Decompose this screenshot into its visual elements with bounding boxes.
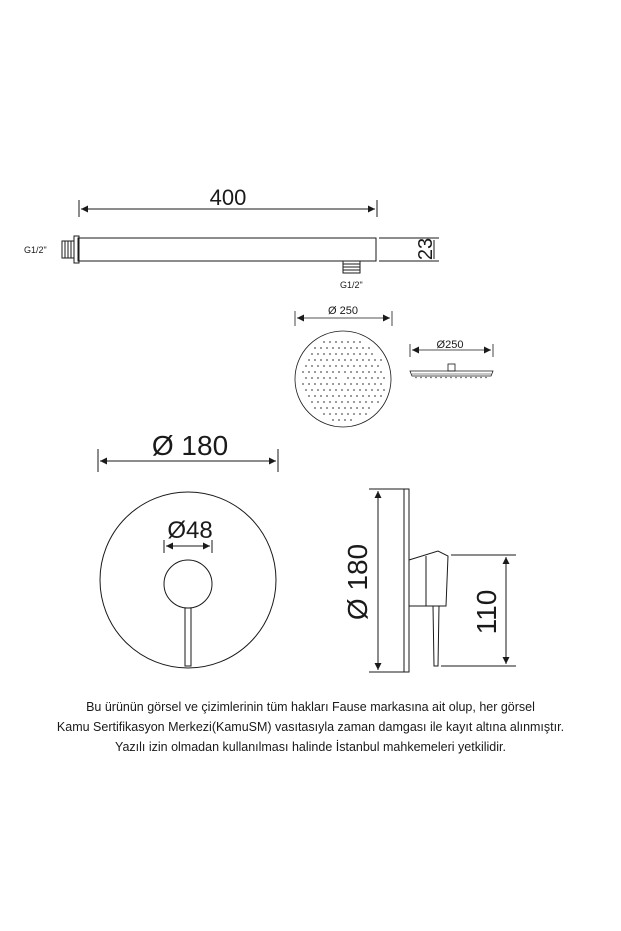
nozzle-dot [320,347,322,349]
nozzle-dot [365,365,367,367]
valve-height-label: 110 [471,589,502,635]
nozzle-dot [326,359,328,361]
nozzle-dot [347,341,349,343]
nozzle-dot [371,365,373,367]
nozzle-dot [317,401,319,403]
nozzle-dot [356,383,358,385]
nozzle-dot [332,395,334,397]
nozzle-dot [344,407,346,409]
nozzle-dot [335,389,337,391]
nozzle-dot [305,365,307,367]
nozzle-dot [362,407,364,409]
nozzle-dot [320,383,322,385]
nozzle-dot [320,359,322,361]
nozzle-dot [311,353,313,355]
arm-length-label: 400 [209,185,247,210]
nozzle-dot [359,353,361,355]
side-nozzle-dot [455,377,457,379]
nozzle-dot [323,353,325,355]
nozzle-dot [317,377,319,379]
nozzle-dot [356,371,358,373]
nozzle-dot [359,389,361,391]
nozzle-dot [350,407,352,409]
nozzle-dot [350,359,352,361]
handle-hub [164,560,212,608]
valve-front-drawing [98,449,278,668]
head-diameter-side-label: Ø250 [436,339,464,351]
nozzle-dot [308,371,310,373]
nozzle-dot [368,359,370,361]
nozzle-dot [311,365,313,367]
nozzle-dot [311,401,313,403]
nozzle-dot [329,401,331,403]
nozzle-dot [356,359,358,361]
nozzle-dot [362,359,364,361]
nozzle-dot [359,377,361,379]
nozzle-dot [341,341,343,343]
handle-lever [185,608,191,666]
nozzle-dot [365,389,367,391]
nozzle-dot [314,383,316,385]
arm-height-label: 23 [415,237,437,261]
nozzle-dot [350,371,352,373]
nozzle-dot [356,395,358,397]
nozzle-dot [380,371,382,373]
nozzle-dot [353,341,355,343]
nozzle-dot [326,383,328,385]
head-diameter-front-label: Ø 250 [328,305,358,317]
nozzle-dot [377,401,379,403]
side-nozzle-dot [430,377,432,379]
nozzle-dot [380,395,382,397]
nozzle-dot [323,401,325,403]
notice-line-1: Bu ürünün görsel ve çizimlerinin tüm hakları Fause markasına ait olup, her görsel [86,700,535,714]
nozzle-dot [305,389,307,391]
nozzle-dot [374,371,376,373]
nozzle-dot [302,383,304,385]
nozzle-dot [371,377,373,379]
shower-head-front-drawing [295,311,392,427]
nozzle-dot [374,395,376,397]
nozzle-dot [341,401,343,403]
nozzle-dot [353,413,355,415]
nozzle-dot [362,371,364,373]
nozzle-dot [323,377,325,379]
nozzle-dot [365,401,367,403]
nozzle-dot [374,383,376,385]
nozzle-dot [338,419,340,421]
nozzle-dot [311,377,313,379]
nozzle-dot [332,407,334,409]
nozzle-dot [335,401,337,403]
arm-thread-right-label: G1/2" [340,280,363,290]
nozzle-dot [314,371,316,373]
nozzle-dot [305,377,307,379]
side-nozzle-dot [425,377,427,379]
nozzle-dot [326,407,328,409]
nozzle-dot [359,341,361,343]
nozzle-dot [323,389,325,391]
nozzle-dot [332,383,334,385]
nozzle-dot [347,365,349,367]
nozzle-dot [314,395,316,397]
nozzle-dot [335,365,337,367]
side-nozzle-dot [415,377,417,379]
nozzle-dot [335,413,337,415]
nozzle-dot [323,341,325,343]
nozzle-dot [317,389,319,391]
nozzle-dot [350,395,352,397]
nozzle-dot [344,347,346,349]
side-nozzle-dot [460,377,462,379]
nozzle-dot [368,347,370,349]
side-nozzle-dot [445,377,447,379]
shower-head-nozzles [302,341,385,421]
nozzle-dot [317,353,319,355]
side-nozzle-dot [480,377,482,379]
nozzle-dot [314,347,316,349]
nozzle-dot [329,365,331,367]
nozzle-dot [350,383,352,385]
nozzle-dot [383,377,385,379]
nozzle-dot [326,371,328,373]
nozzle-dot [347,353,349,355]
nozzle-dot [329,353,331,355]
nozzle-dot [347,389,349,391]
nozzle-dot [344,383,346,385]
nozzle-dot [368,395,370,397]
nozzle-dot [371,353,373,355]
nozzle-dot [338,407,340,409]
handle-diameter-label: Ø48 [167,517,213,544]
nozzle-dot [356,347,358,349]
notice-line-2: Kamu Sertifikasyon Merkezi(KamuSM) vasıtasıyla zaman damgası ile kayıt altına alınmıştır. [56,720,565,734]
nozzle-dot [371,389,373,391]
shower-head-disc [295,331,391,427]
nozzle-dot [335,341,337,343]
nozzle-dot [353,401,355,403]
nozzle-dot [359,401,361,403]
nozzle-dot [377,389,379,391]
nozzle-dot [323,413,325,415]
nozzle-dot [320,371,322,373]
nozzle-dot [326,347,328,349]
nozzle-dot [380,359,382,361]
nozzle-dot [353,365,355,367]
nozzle-dot [368,383,370,385]
nozzle-dot [353,389,355,391]
nozzle-dot [344,395,346,397]
nozzle-dot [320,407,322,409]
nozzle-dot [329,389,331,391]
nozzle-dot [341,365,343,367]
nozzle-dot [347,413,349,415]
nozzle-dot [332,359,334,361]
nozzle-dot [329,377,331,379]
arm-body [78,238,376,261]
nozzle-dot [362,347,364,349]
nozzle-dot [341,389,343,391]
nozzle-dot [332,347,334,349]
nozzle-dot [329,413,331,415]
nozzle-dot [359,413,361,415]
nozzle-dot [314,407,316,409]
nozzle-dot [356,407,358,409]
shower-arm-drawing [62,200,439,273]
nozzle-dot [365,413,367,415]
nozzle-dot [332,371,334,373]
nozzle-dot [362,395,364,397]
nozzle-dot [353,377,355,379]
nozzle-dot [338,371,340,373]
copyright-notice [0,697,621,757]
side-nozzle-dot [435,377,437,379]
nozzle-dot [344,419,346,421]
nozzle-dot [344,371,346,373]
nozzle-dot [314,359,316,361]
nozzle-dot [311,389,313,391]
side-head-body [410,371,493,376]
nozzle-dot [377,365,379,367]
nozzle-dot [338,383,340,385]
nozzle-dot [329,341,331,343]
notice-line-3: Yazılı izin olmadan kullanılması halinde İstanbul mahkemeleri yetkilidir. [115,740,506,754]
side-handle-body [409,551,448,606]
nozzle-dot [335,353,337,355]
nozzle-dot [341,353,343,355]
plate-diameter-side-label: Ø 180 [342,543,373,621]
nozzle-dot [350,347,352,349]
nozzle-dot [347,377,349,379]
nozzle-dot [350,419,352,421]
side-connector [448,364,455,371]
nozzle-dot [332,419,334,421]
nozzle-dot [380,383,382,385]
side-nozzle-dot [475,377,477,379]
nozzle-dot [308,383,310,385]
nozzle-dot [347,401,349,403]
nozzle-dot [302,371,304,373]
nozzle-dot [368,407,370,409]
nozzle-dot [377,377,379,379]
nozzle-dot [317,365,319,367]
nozzle-dot [308,359,310,361]
nozzle-dot [308,395,310,397]
nozzle-dot [335,377,337,379]
nozzle-dot [365,377,367,379]
side-nozzle-dot [450,377,452,379]
side-nozzle-dot [485,377,487,379]
nozzle-dot [365,353,367,355]
nozzle-dot [353,353,355,355]
nozzle-dot [323,365,325,367]
valve-side-drawing [369,489,516,672]
side-nozzle-dot [470,377,472,379]
nozzle-dot [326,395,328,397]
side-lever [433,606,439,666]
nozzle-dot [338,395,340,397]
nozzle-dot [341,413,343,415]
nozzle-dot [338,347,340,349]
side-nozzle-dot [420,377,422,379]
nozzle-dot [359,365,361,367]
nozzle-dot [383,389,385,391]
nozzle-dot [371,401,373,403]
nozzle-dot [368,371,370,373]
nozzle-dot [344,359,346,361]
nozzle-dot [338,359,340,361]
nozzle-dot [362,383,364,385]
plate-diameter-label: Ø 180 [151,430,229,461]
arm-thread-left-label: G1/2" [24,245,47,255]
nozzle-dot [320,395,322,397]
nozzle-dot [374,359,376,361]
side-nozzle-dot [465,377,467,379]
side-cover-plate [404,489,409,672]
side-nozzle-row [415,377,487,379]
side-nozzle-dot [440,377,442,379]
